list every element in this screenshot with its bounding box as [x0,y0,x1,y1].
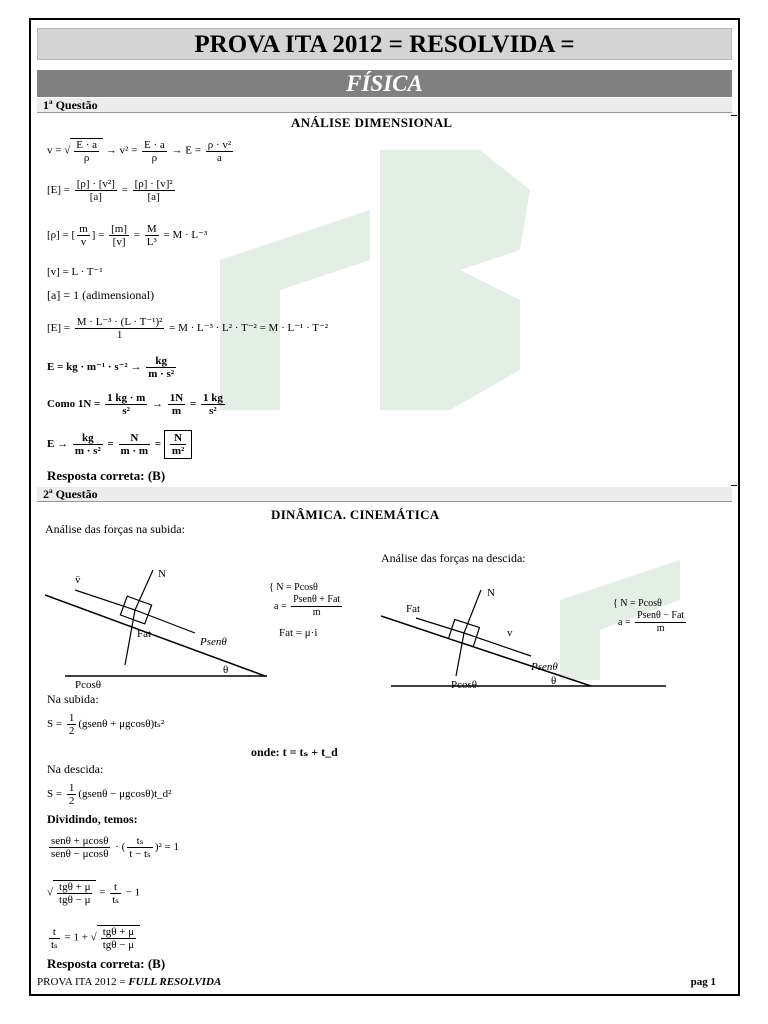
equation-v-dimension: [v] = L · T⁻¹ [47,266,103,278]
system-subida: { N = Pcosθ a = $\frac{\text{Psenθ + Fat}}{m}$ [269,582,341,618]
label-psen-up: Psenθ [200,636,227,648]
equation-sqrt-ratio: √ $\frac{\text{tgθ + μ}}{\text{tgθ − μ}}$ = $\frac{t}{\text{tₛ}}$ − 1 [47,880,141,906]
question-2-topic: DINÂMICA. CINEMÁTICA [271,507,440,522]
label-psen-down: Psenθ [531,661,558,673]
equation-descida: S = $\frac{1}{2}$ (gsenθ − μgcosθ)t_d² [47,782,172,807]
equation-density-dimension: [ρ] = [ $\frac{m}{v}$ ] = $\frac{[m]}{[v]}$ = $\frac{M}{\text{L³}}$ = M · L⁻³ [47,223,208,248]
label-v-up: v̄ [75,574,81,586]
label-N-up: N [158,568,166,580]
label-pcos-down: Pcosθ [451,679,478,691]
page-title: PROVA ITA 2012 = RESOLVIDA = [37,28,732,60]
margin-tick [731,485,737,486]
question-1-answer: Resposta correta: (B) [47,468,166,483]
question-1-topic: ANÁLISE DIMENSIONAL [291,115,453,130]
equation-final-time: $\frac{t}{\text{tₛ}}$ = 1 + √ $\frac{\text{tgθ + μ}}{\text{tgθ − μ}}$ [47,925,140,951]
na-subida-label: Na subida: [47,692,99,706]
footer-title: PROVA ITA 2012 = FULL RESOLVIDA [37,976,222,988]
diagram-descida [381,578,671,693]
diagram-subida [45,565,275,690]
equation-energy-dimension: [E] = $\frac{\text{[ρ] · [v²]}}{[a]}$ = $\frac{\text{[ρ] · [v]²}}{[a]}$ [47,178,173,203]
subject-heading: FÍSICA [37,70,732,97]
label-fat-down: Fat [406,603,421,615]
subida-caption: Análise das forças na subida: [45,522,185,536]
equation-E-units: E = kg · m⁻¹ · s⁻² → $\frac{kg}{\text{m · s²}}$ [47,355,175,380]
label-v-down: v [507,627,513,639]
label-N-down: N [487,587,495,599]
label-pcos-up: Pcosθ [75,679,102,690]
time-relation: onde: t = tₛ + t_d [251,745,338,759]
question-1-label: 1ª Questão [37,98,732,113]
dividindo-label: Dividindo, temos: [47,812,138,826]
equation-ratio: $\frac{\text{senθ + μcosθ}}{\text{senθ − μcosθ}}$ · ( $\frac{\text{tₛ}}{\text{t − tₛ}}$ )² = 1 [51,835,179,860]
equation-subida: S = $\frac{1}{2}$ (gsenθ + μgcosθ)tₛ² [47,712,165,737]
document-page [29,18,740,996]
equation-a-dimension: [a] = 1 (adimensional) [47,288,155,302]
equation-final-unit: E → $\frac{kg}{\text{m · s²}}$ = $\frac{N}{m \cdot m}$ = $\frac{N}{\text{m²}}$ [47,430,192,459]
na-descida-label: Na descida: [47,762,104,776]
equation-E-expanded: [E] = $\frac{\text{M · L⁻³ · (L · T⁻¹)²}}{1}$ = M · L⁻³ · L² · T⁻² = M · L⁻¹ · T⁻² [47,316,329,341]
label-fat-up: Fat [137,628,152,640]
question-2-answer: Resposta correta: (B) [47,956,166,971]
friction-equation: Fat = μ·i [279,627,318,639]
descida-caption: Análise das forças na descida: [381,551,526,565]
page-number: pag 1 [690,976,716,988]
margin-tick [731,115,737,116]
label-theta-down: θ [551,675,557,687]
question-2-label: 2ª Questão [37,487,732,502]
equation-newton: Como 1N = $\frac{1 kg \cdot m}{\text{s²}}$ → $\frac{1N}{m}$ = $\frac{1 kg}{\text{s²}}$ [47,392,223,417]
system-descida: { N = Pcosθ a = $\frac{\text{Psenθ − Fat}}{m}$ [613,598,685,634]
label-theta-up: θ [223,664,229,676]
equation-velocity: v = √ $\frac{E \cdot a}{\rho}$ → v² = $\frac{E \cdot a}{\rho}$ → E = $\frac{\text{ρ · v²}}{a}$ [47,138,232,164]
